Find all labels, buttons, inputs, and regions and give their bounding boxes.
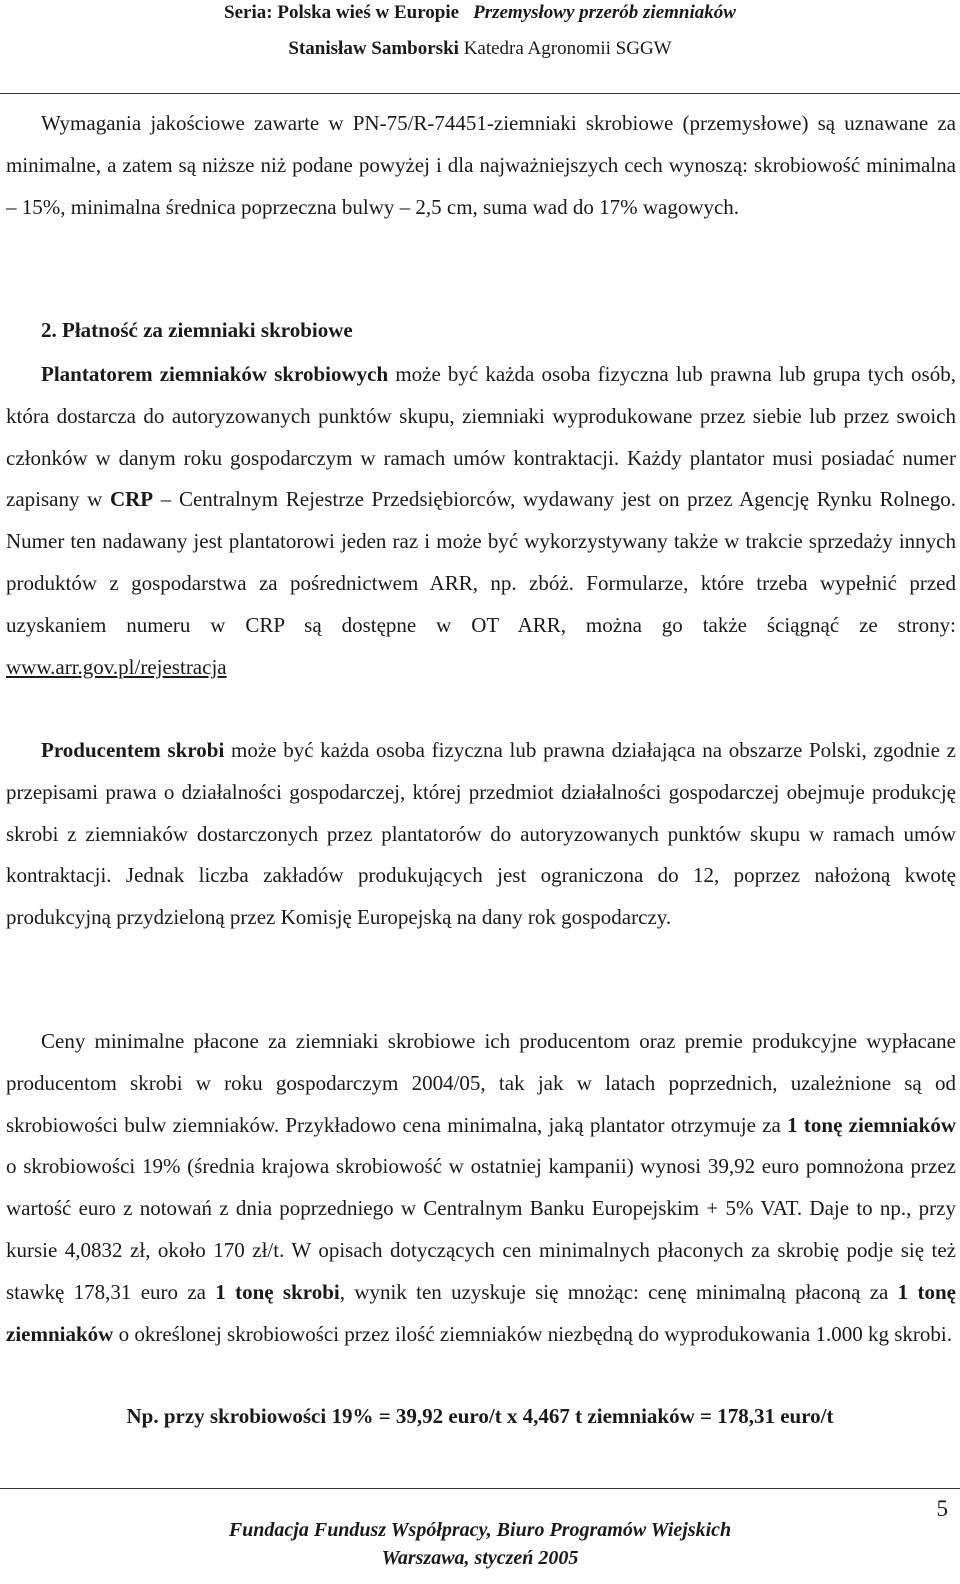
section-heading: 2. Płatność za ziemniaki skrobiowe xyxy=(41,318,353,342)
term-plantator: Plantatorem ziemniaków skrobiowych xyxy=(41,362,389,386)
paragraph-text: , wynik ten uzyskuje się mnożąc: cenę minimalną płaconą za xyxy=(339,1279,898,1304)
term-producer: Producentem skrobi xyxy=(41,738,225,762)
example-calculation: Np. przy skrobiowości 19% = 39,92 euro/t x 4,467 t ziemniaków = 178,31 euro/t xyxy=(126,1404,834,1428)
bold-term: 1 tonę ziemniaków xyxy=(6,1279,956,1346)
bold-term: 1 tonę ziemniaków xyxy=(787,1112,957,1137)
series-title: Seria: Polska wieś w Europie xyxy=(224,2,460,23)
institution-name: Katedra Agronomii SGGW xyxy=(463,38,672,59)
footer-date: Warszawa, styczeń 2005 xyxy=(381,1547,579,1569)
registration-link[interactable]: www.arr.gov.pl/rejestracja xyxy=(6,654,227,679)
bold-term: 1 tonę skrobi xyxy=(215,1279,340,1304)
footer-publisher: Fundacja Fundusz Współpracy, Biuro Programów Wiejskich xyxy=(228,1519,732,1541)
term-crp: CRP xyxy=(109,487,154,512)
footer-divider xyxy=(0,1488,960,1489)
topic-title: Przemysłowy przerób ziemniaków xyxy=(473,2,736,23)
paragraph-quality-requirements: Wymagania jakościowe zawarte w PN-75/R-74451-ziemniaki skrobiowe (przemysłowe) są uznawane za minimalne, a zatem są niższe niż podane powyżej i dla najważniejszych cech wynoszą: skrobiowość minimalna – 15%, minimalna średnica poprzeczna bulwy – 2,5 cm, suma wad do 17% wagowych. xyxy=(6,111,956,219)
paragraph-text: – Centralnym Rejestrze Przedsiębiorców, wydawany jest on przez Agencję Rynku Rolnego. Numer ten nadawany jest plantatorowi jeden raz i może być wykorzystywany także w trakcie sprzedaży innych produktów z gospodarstwa za pośrednictwem ARR, np. zbóż. Formularze, które trzeba wypełnić przed uzyskaniem numeru w CRP są dostępne w OT ARR, można go także ściągnąć ze strony: xyxy=(6,487,956,637)
paragraph-text: o określonej skrobiowości przez ilość ziemniaków niezbędną do wyprodukowania 1.000 kg skrobi. xyxy=(113,1321,952,1346)
page-number: 5 xyxy=(936,1496,948,1521)
paragraph-text: może być każda osoba fizyczna lub prawna działająca na obszarze Polski, zgodnie z przepisami prawa o działalności gospodarczej, której przedmiot działalności gospodarczej obejmuje produkcję skrobi z ziemniaków dostarczonych przez plantatorów do autoryzowanych punktów skupu w ramach umów kontraktacji. Jednak liczba zakładów produkujących jest ograniczona do 12, poprzez nałożoną kwotę produkcyjną przydzieloną przez Komisję Europejską na dany rok gospodarczy. xyxy=(6,738,957,930)
paragraph-producer xyxy=(6,730,956,939)
paragraph-text: Ceny minimalne płacone za ziemniaki skrobiowe ich producentom oraz premie produkcyjne wypłacane producentom skrobi w roku gospodarczym 2004/05, tak jak w latach poprzednich, uzależnione są od skrobiowości bulw ziemniaków. Przykładowo cena minimalna, jaką plantator otrzymuje za xyxy=(6,1029,956,1137)
paragraph-text: o skrobiowości 19% (średnia krajowa skrobiowość w ostatniej kampanii) wynosi 39,92 euro pomnożona przez wartość euro z notowań z dnia poprzedniego w Centralnym Banku Europejskim + 5% VAT. Daje to np., przy kursie 4,0832 zł, około 170 zł/t. W opisach dotyczących cen minimalnych płaconych za skrobię podje się też stawkę 178,31 euro za xyxy=(6,1154,956,1304)
paragraph-prices xyxy=(6,1021,956,1355)
paragraph-plantator xyxy=(6,354,956,688)
paragraph-text: może być każda osoba fizyczna lub prawna lub grupa tych osób, która dostarcza do autoryzowanych punktów skupu, ziemniaki wyprodukowane przez siebie lub przez swoich członków w danym roku gospodarczym w ramach umów kontraktacji. Każdy plantator musi posiadać numer zapisany w xyxy=(6,362,956,512)
author-name: Stanisław Samborski xyxy=(288,38,459,59)
running-header-author xyxy=(0,38,960,60)
running-header-series xyxy=(0,2,960,24)
header-divider xyxy=(0,93,960,94)
